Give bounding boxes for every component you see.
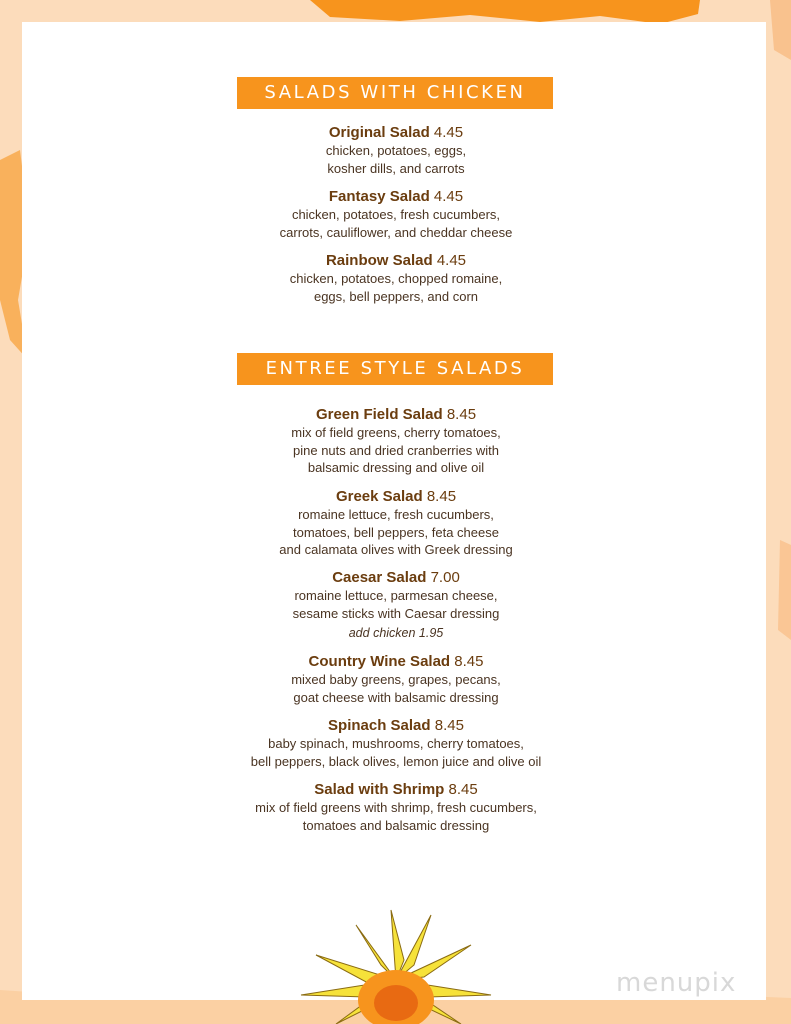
item-desc-line: eggs, bell peppers, and corn [313,288,479,304]
menu-item [196,187,596,241]
menu-item [196,123,596,177]
item-desc-line: pine nuts and dried cranberries with [293,442,499,458]
item-desc-line: bell peppers, black olives, lemon juice and olive oil [250,753,542,769]
item-name: Country Wine Salad [308,653,451,670]
item-name: Spinach Salad [328,717,431,734]
section-banner-salads-with-chicken [237,77,553,109]
item-name: Salad with Shrimp [314,781,445,798]
item-price: 4.45 [433,124,464,141]
item-desc-line: tomatoes and balsamic dressing [302,817,490,833]
watermark: menupix [616,968,737,998]
item-add-on: add chicken 1.95 [348,626,444,640]
item-desc-line: chicken, potatoes, chopped romaine, [289,271,503,286]
item-price: 8.45 [454,653,484,670]
item-name: Rainbow Salad [325,252,433,269]
item-name: Green Field Salad [315,406,443,423]
item-desc-line: carrots, cauliflower, and cheddar cheese [279,224,513,240]
menu-item [196,780,596,834]
item-desc-line: romaine lettuce, parmesan cheese, [294,588,498,603]
item-desc-line: sesame sticks with Caesar dressing [292,605,500,621]
item-desc-line: mix of field greens with shrimp, fresh cucumbers, [255,800,537,815]
item-price: 8.45 [448,781,478,798]
menu-item [196,652,596,706]
item-desc-line: mixed baby greens, grapes, pecans, [291,672,501,687]
item-desc-line: kosher dills, and carrots [327,160,465,176]
sunflower-icon [296,905,496,1024]
menu-item [196,716,596,770]
item-price: 7.00 [430,569,460,586]
item-name: Greek Salad [335,488,423,505]
menu-item [196,568,596,642]
item-name: Fantasy Salad [328,188,430,205]
item-name: Original Salad [328,124,430,141]
item-desc-line: baby spinach, mushrooms, cherry tomatoes, [268,736,524,751]
item-desc-line: chicken, potatoes, fresh cucumbers, [291,207,501,222]
item-desc-line: chicken, potatoes, eggs, [325,143,467,158]
section-title: ENTREE STYLE SALADS [265,358,525,379]
item-desc-line: romaine lettuce, fresh cucumbers, [298,507,494,522]
item-desc-line: mix of field greens, cherry tomatoes, [291,425,501,440]
menu-item [196,487,596,559]
menu-item [196,251,596,305]
section-banner-entree-style-salads [237,353,553,385]
item-desc-line: tomatoes, bell peppers, feta cheese [293,524,499,540]
item-price: 8.45 [426,488,457,505]
item-desc-line: balsamic dressing and olive oil [307,460,485,475]
item-price: 4.45 [436,252,467,269]
section-title: SALADS WITH CHICKEN [264,82,526,103]
item-price: 4.45 [433,188,464,205]
item-desc-line: and calamata olives with Greek dressing [279,542,513,557]
item-name: Caesar Salad [332,569,427,586]
menu-item [196,405,596,477]
item-price: 8.45 [434,717,464,734]
item-desc-line: goat cheese with balsamic dressing [293,689,499,705]
item-price: 8.45 [446,406,477,423]
